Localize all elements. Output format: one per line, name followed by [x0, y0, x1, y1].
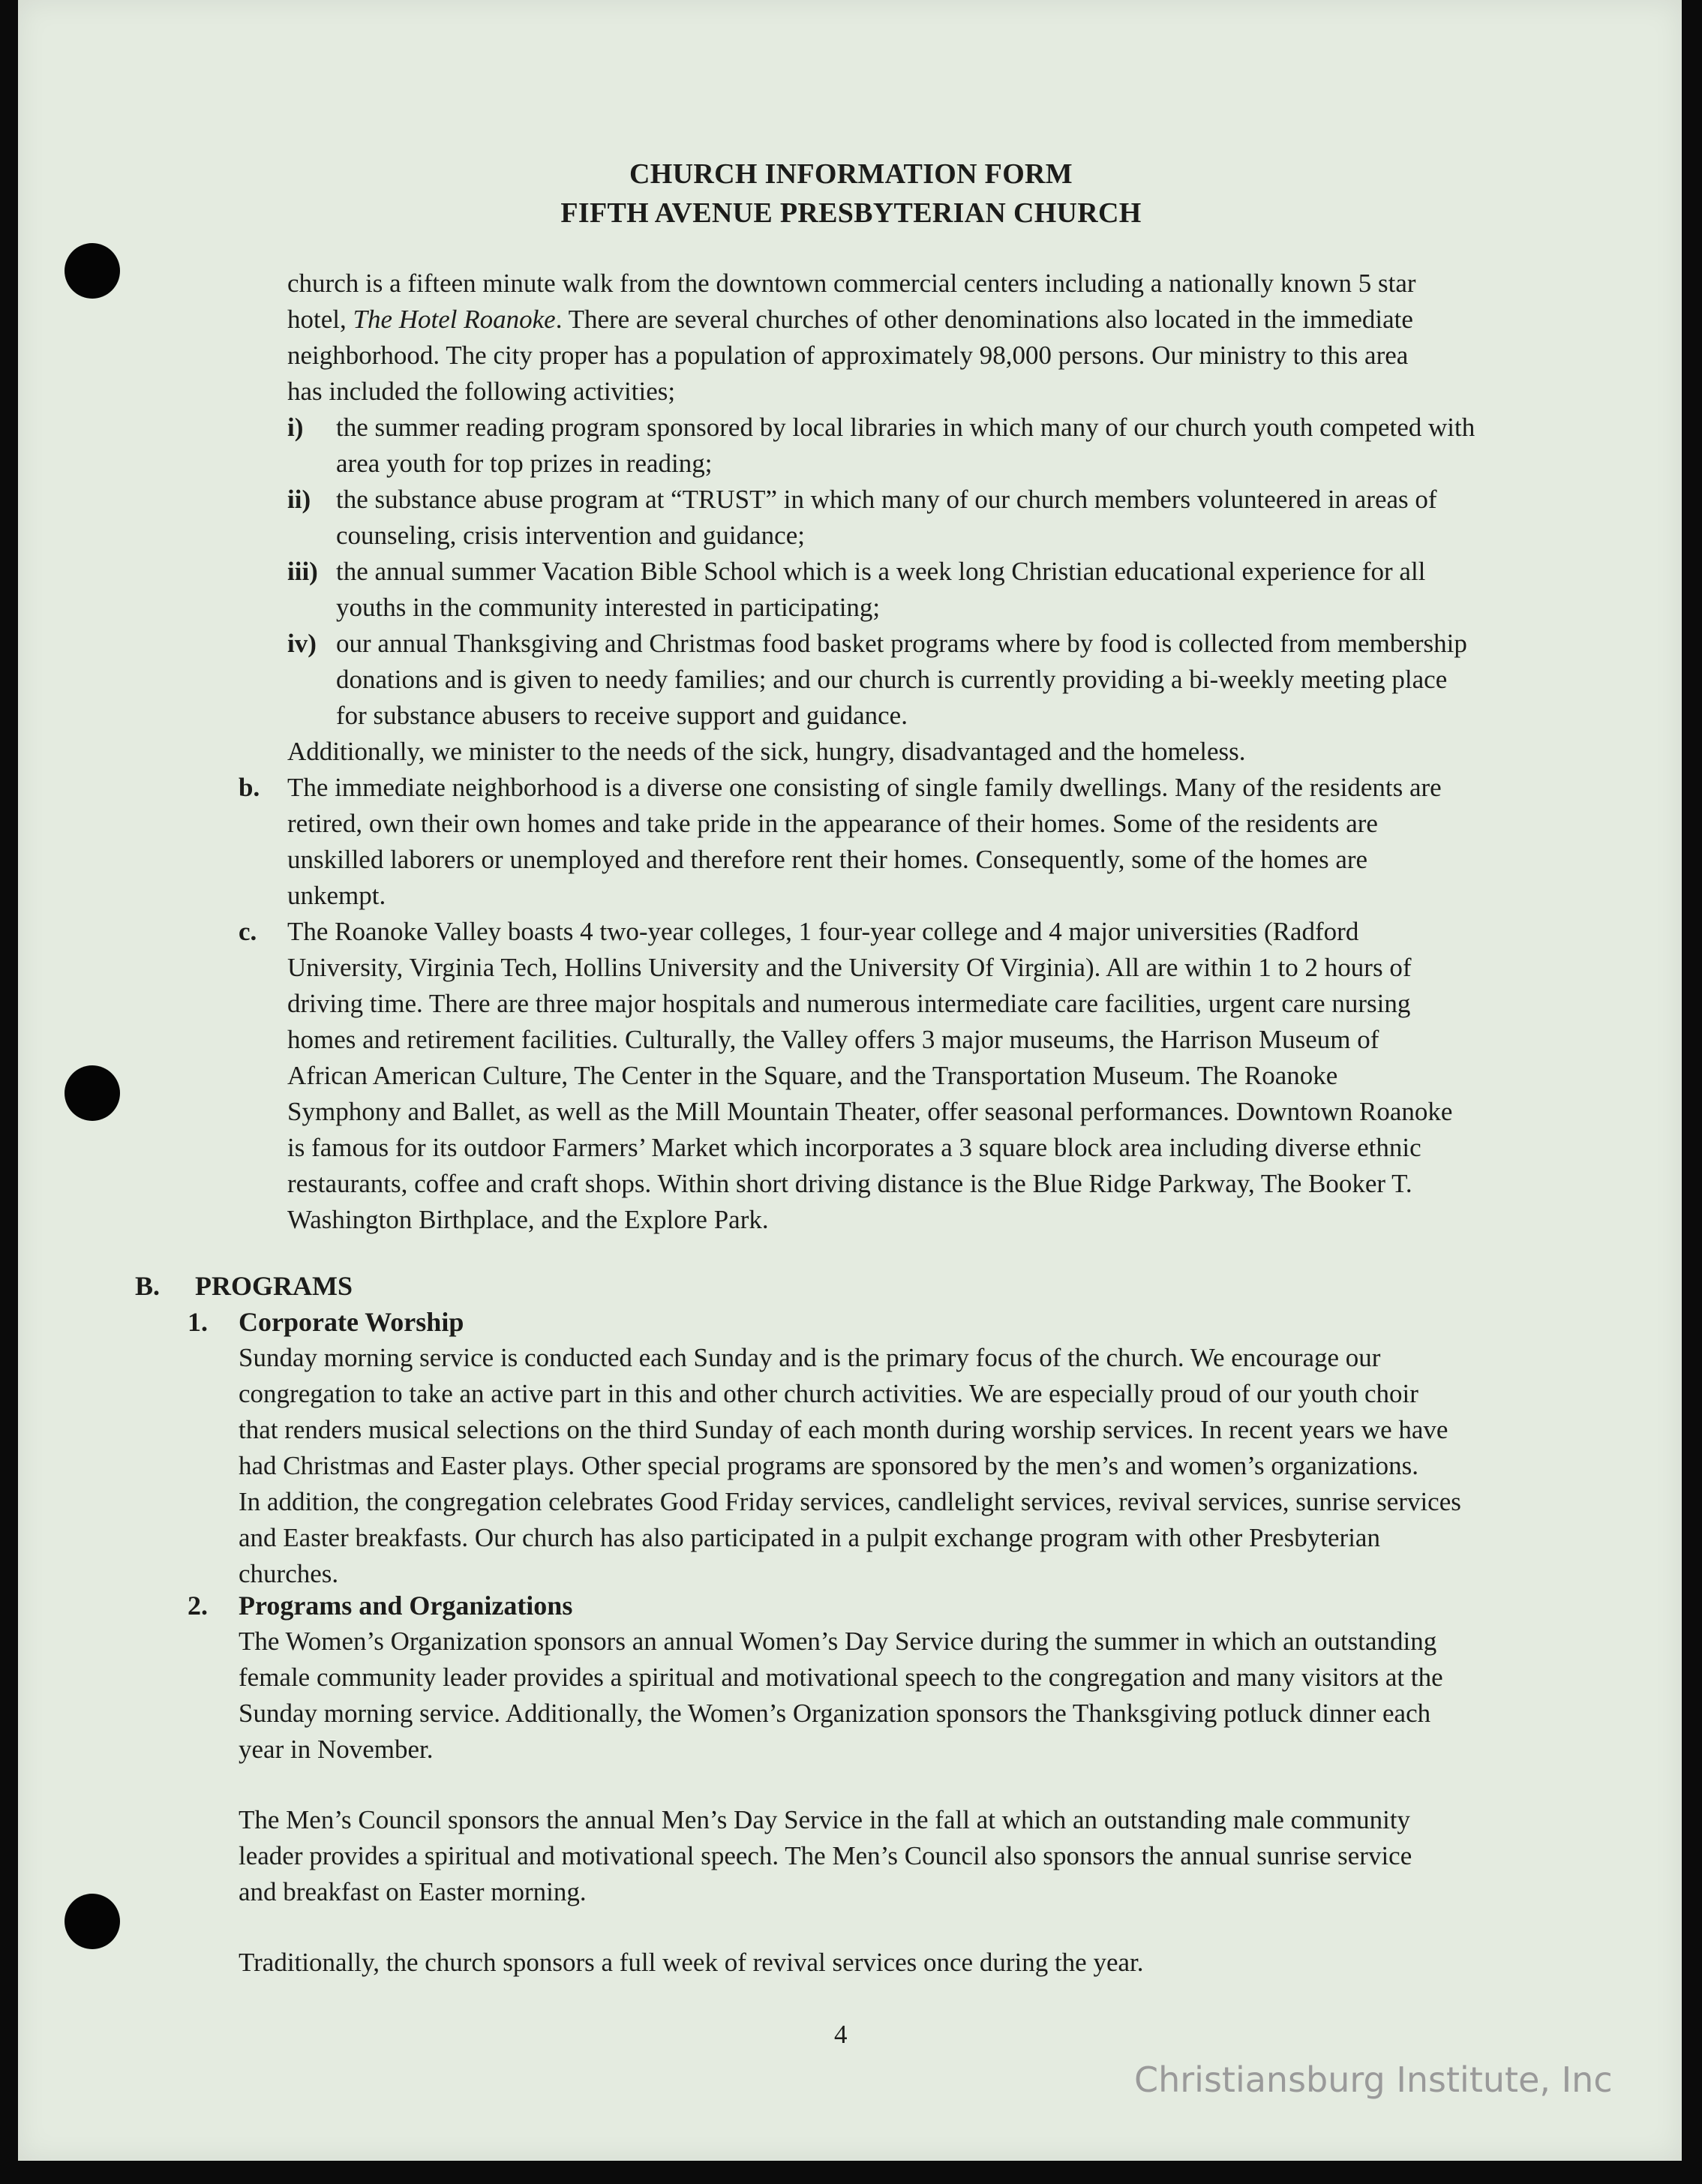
list-marker: iii): [287, 557, 318, 586]
page-number: 4: [834, 2020, 848, 2049]
list-marker: i): [287, 413, 304, 442]
sub2-marker: 2.: [188, 1591, 208, 1621]
sub2-title: Programs and Organizations: [239, 1591, 573, 1621]
corporate-worship-paragraph: Sunday morning service is conducted each Sunday and is the primary focus of the church. We encourage our congregation to take an active part in this and other church activities. We are especially proud of our youth choir that renders musical selections on the third Sunday of each month during worship services. In recent years we have had Christmas and Easter plays. Other special programs are sponsored by the men’s and women’s organizations. In addition, the congregation celebrates Good Friday services, candlelight services, revival services, sunrise services and Easter breakfasts. Our church has also participated in a pulpit exchange program with other Presbyterian churches.: [239, 1343, 1461, 1588]
list-item: the substance abuse program at “TRUST” in which many of our church members volunteered in areas of counseling, crisis intervention and guidance;: [336, 485, 1437, 550]
intro-line: has included the following activities;: [287, 377, 676, 406]
sub1-marker: 1.: [188, 1307, 208, 1337]
list-item: the summer reading program sponsored by local libraries in which many of our church youth competed with area youth for top prizes in reading;: [336, 413, 1475, 478]
list-marker: iv): [287, 629, 317, 658]
list-item: the annual summer Vacation Bible School which is a week long Christian educational experience for all youths in the community interested in participating;: [336, 557, 1426, 622]
intro-line: hotel, The Hotel Roanoke. There are several churches of other denominations also located in the immediate: [287, 305, 1413, 334]
church-name: FIFTH AVENUE PRESBYTERIAN CHURCH: [560, 197, 1142, 229]
item-b-marker: b.: [239, 773, 260, 802]
section-b-marker: B.: [135, 1271, 161, 1301]
intro-paragraph: [287, 266, 1555, 410]
intro-line: neighborhood. The city proper has a population of approximately 98,000 persons. Our ministry to this area: [287, 341, 1409, 370]
form-title: CHURCH INFORMATION FORM: [629, 158, 1073, 190]
watermark: Christiansburg Institute, Inc: [1134, 2059, 1613, 2100]
binder-hole-bottom: [65, 1894, 120, 1949]
binder-hole-middle: [65, 1065, 120, 1121]
hotel-name: The Hotel Roanoke: [353, 305, 556, 334]
additionally-text: Additionally, we minister to the needs of the sick, hungry, disadvantaged and the homeless.: [287, 737, 1246, 766]
section-b-title: PROGRAMS: [195, 1271, 353, 1301]
mens-council-paragraph: The Men’s Council sponsors the annual Men’s Day Service in the fall at which an outstanding male community leader provides a spiritual and motivational speech. The Men’s Council also sponsors the annual sunrise service and breakfast on Easter morning.: [239, 1805, 1412, 1906]
womens-org-paragraph: The Women’s Organization sponsors an annual Women’s Day Service during the summer in which an outstanding female community leader provides a spiritual and motivational speech to the congregation and many visitors at the Sunday morning service. Additionally, the Women’s Organization sponsors the Thanksgiving potluck dinner each year in November.: [239, 1627, 1443, 1764]
item-c-marker: c.: [239, 917, 257, 946]
binder-hole-top: [65, 243, 120, 299]
list-marker: ii): [287, 485, 311, 514]
list-item: our annual Thanksgiving and Christmas food basket programs where by food is collected from membership donations and is given to needy families; and our church is currently providing a bi-weekly meeting place for substance abusers to receive support and guidance.: [336, 629, 1467, 730]
item-c-paragraph: The Roanoke Valley boasts 4 two-year colleges, 1 four-year college and 4 major universities (Radford University, Virginia Tech, Hollins University and the University Of Virginia). All are within 1 to 2 hours of driving time. There are three major hospitals and numerous intermediate care facilities, urgent care nursing homes and retirement facilities. Culturally, the Valley offers 3 major museums, the Harrison Museum of African American Culture, The Center in the Square, and the Transportation Museum. The Roanoke Symphony and Ballet, as well as the Mill Mountain Theater, offer seasonal performances. Downtown Roanoke is famous for its outdoor Farmers’ Market which incorporates a 3 square block area including diverse ethnic restaurants, coffee and craft shops. Within short driving distance is the Blue Ridge Parkway, The Booker T. Washington Birthplace, and the Explore Park.: [287, 917, 1453, 1234]
item-b-paragraph: The immediate neighborhood is a diverse one consisting of single family dwellings. Many of the residents are retired, own their own homes and take pride in the appearance of their homes. Some of the residents are unskilled laborers or unemployed and therefore rent their homes. Consequently, some of the homes are unkempt.: [287, 773, 1442, 910]
revival-paragraph: Traditionally, the church sponsors a full week of revival services once during the year.: [239, 1948, 1144, 1977]
intro-line: church is a fifteen minute walk from the downtown commercial centers including a nationally known 5 star: [287, 269, 1416, 298]
sub1-title: Corporate Worship: [239, 1307, 464, 1337]
